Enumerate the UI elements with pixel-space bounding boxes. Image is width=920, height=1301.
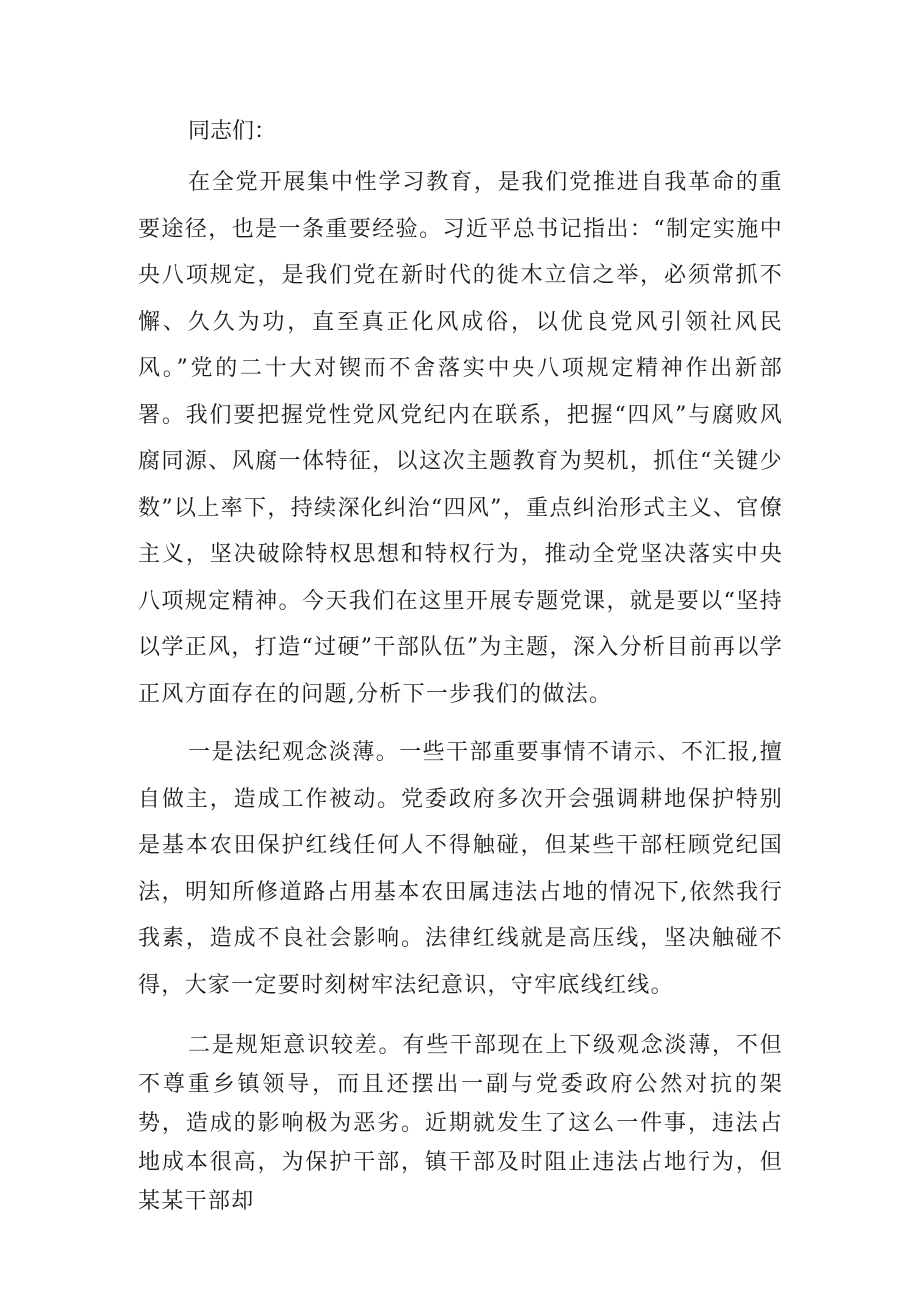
paragraph-point-two: 二是规矩意识较差。有些干部现在上下级观念淡薄，不但不尊重乡镇领导，而且还摆出一副与党委政府公然对抗的架势，造成的影响极为恶劣。近期就发生了这么一件事，违法占地成本很高，为保护干部，镇干部及时阻止违法占地行为，但某某干部却 xyxy=(138,1033,783,1214)
greeting: 同志们： xyxy=(188,119,277,144)
paragraph-point-one: 一是法纪观念淡薄。一些干部重要事情不请示、不汇报,擅自做主，造成工作被动。党委政府多次开会强调耕地保护特别是基本农田保护红线任何人不得触碰，但某些干部枉顾党纪国法，明知所修道路占用基本农田属违法占地的情况下,依然我行我素，造成不良社会影响。法律红线就是高压线，坚决触碰不得，大家一定要时刻树牢法纪意识，守牢底线红线。 xyxy=(138,740,783,998)
paragraph-intro: 在全党开展集中性学习教育，是我们党推进自我革命的重要途径，也是一条重要经验。习近平总书记指出：“制定实施中央八项规定，是我们党在新时代的徙木立信之举，必须常抓不懈、久久为功，直至真正化风成俗，以优良党风引领社风民风。”党的二十大对锲而不舍落实中央八项规定精神作出新部署。我们要把握党性党风党纪内在联系，把握“四风”与腐败风腐同源、风腐一体特征，以这次主题教育为契机，抓住“关键少数”以上率下，持续深化纠治“四风”，重点纠治形式主义、官僚主义，坚决破除特权思想和特权行为，推动全党坚决落实中央八项规定精神。今天我们在这里开展专题党课，就是要以“坚持以学正风，打造“过硬”干部队伍”为主题，深入分析目前再以学正风方面存在的问题,分析下一步我们的做法。 xyxy=(138,170,783,707)
document-body xyxy=(138,112,783,1221)
